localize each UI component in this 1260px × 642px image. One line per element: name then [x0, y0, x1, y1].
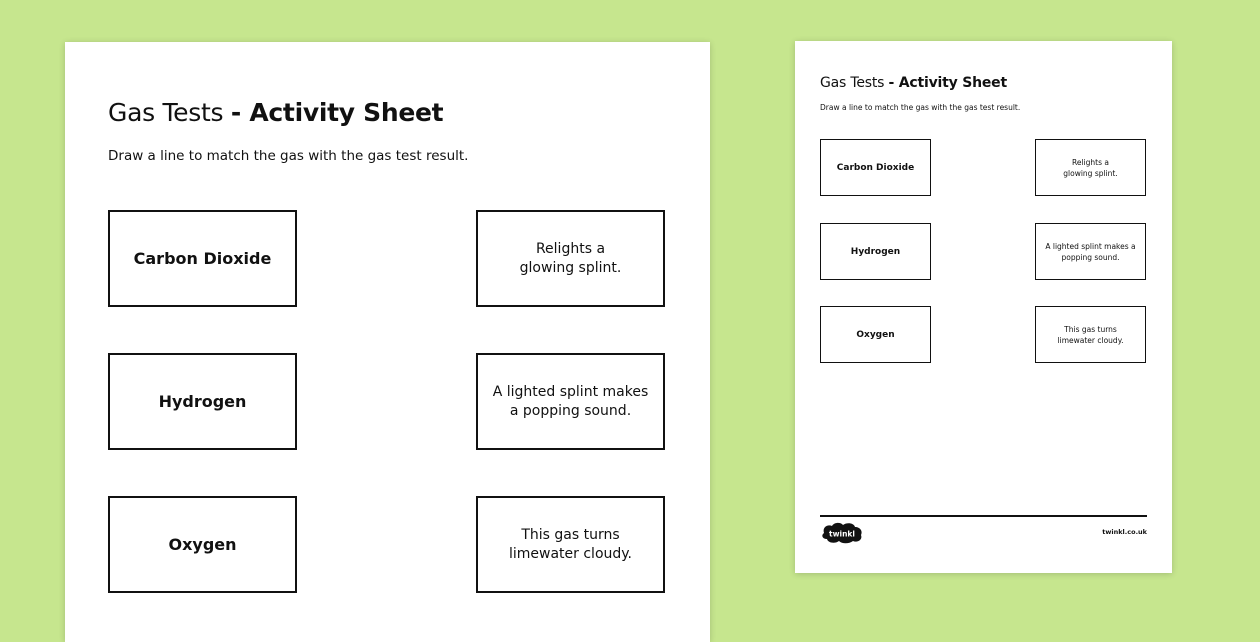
result-label: Relights a glowing splint. — [519, 240, 622, 276]
title-regular: Gas Tests — [820, 75, 889, 91]
result-box-popping-sound — [1035, 223, 1146, 280]
result-box-popping-sound — [476, 353, 665, 450]
result-box-limewater-cloudy — [1035, 306, 1146, 363]
worksheet-page-large — [65, 42, 710, 642]
title-bold: Activity Sheet — [249, 98, 444, 127]
footer-divider — [820, 515, 1147, 517]
title-regular: Gas Tests — [108, 98, 231, 127]
twinkl-logo-icon — [820, 521, 864, 545]
title-bold: Activity Sheet — [898, 75, 1007, 91]
worksheet-instruction: Draw a line to match the gas with the gas test result. — [108, 148, 469, 164]
title-separator: - — [888, 75, 899, 91]
gas-label: Carbon Dioxide — [133, 249, 272, 268]
worksheet-title — [820, 75, 1007, 91]
worksheet-instruction: Draw a line to match the gas with the gas test result. — [820, 103, 1021, 112]
worksheet-page-small — [795, 41, 1172, 573]
result-label: A lighted splint makes a popping sound. — [492, 383, 649, 419]
result-box-limewater-cloudy — [476, 496, 665, 593]
gas-label: Hydrogen — [850, 246, 901, 257]
gas-box-carbon-dioxide — [108, 210, 297, 307]
footer-url: twinkl.co.uk — [1102, 528, 1147, 536]
result-label: Relights a glowing splint. — [1063, 157, 1118, 178]
result-label: A lighted splint makes a popping sound. — [1045, 241, 1136, 262]
gas-box-carbon-dioxide — [820, 139, 931, 196]
gas-box-oxygen — [820, 306, 931, 363]
gas-box-hydrogen — [108, 353, 297, 450]
worksheet-title — [108, 98, 443, 127]
logo-text: twinkl — [829, 529, 855, 539]
result-box-relights-splint — [1035, 139, 1146, 196]
title-separator: - — [230, 98, 250, 127]
gas-box-oxygen — [108, 496, 297, 593]
result-label: This gas turns limewater cloudy. — [508, 526, 633, 562]
gas-label: Hydrogen — [158, 392, 247, 411]
gas-label: Carbon Dioxide — [836, 162, 915, 173]
gas-label: Oxygen — [168, 535, 237, 554]
result-box-relights-splint — [476, 210, 665, 307]
result-label: This gas turns limewater cloudy. — [1057, 324, 1124, 345]
gas-box-hydrogen — [820, 223, 931, 280]
gas-label: Oxygen — [856, 329, 895, 340]
